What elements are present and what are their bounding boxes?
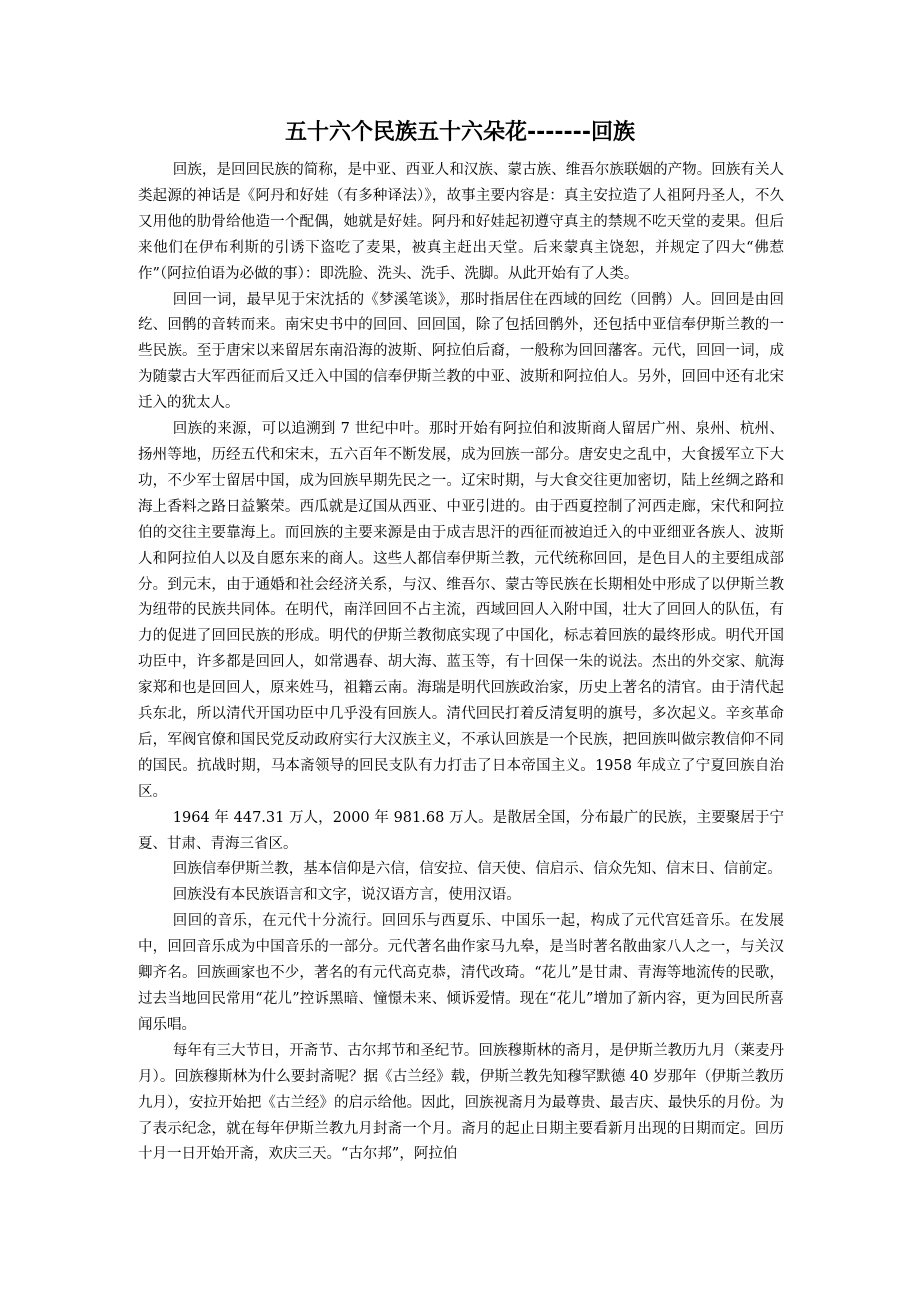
document-body — [138, 158, 784, 1168]
paragraph-history: 回族的来源，可以追溯到 7 世纪中叶。那时开始有阿拉伯和波斯商人留居广州、泉州、杭州、扬州等地，历经五代和宋末，五六百年不断发展，成为回族一部分。唐安史之乱中，大食援军立下大功，不少军士留居中国，成为回族早期先民之一。辽宋时期，与大食交往更加密切，陆上丝绸之路和海上香料之路日益繁荣。西瓜就是辽国从西亚、中亚引进的。由于西夏控制了河西走廊，宋代和阿拉伯的交往主要靠海上。而回族的主要来源是由于成吉思汗的西征而被迫迁入的中亚细亚各族人、波斯人和阿拉伯人以及自愿东来的商人。这些人都信奉伊斯兰教，元代统称回回，是色目人的主要组成部分。到元末，由于通婚和社会经济关系，与汉、维吾尔、蒙古等民族在长期相处中形成了以伊斯兰教为纽带的民族共同体。在明代，南洋回回不占主流，西域回回人入附中国，壮大了回回人的队伍，有力的促进了回回民族的形成。明代的伊斯兰教彻底实现了中国化，标志着回族的最终形成。明代开国功臣中，许多都是回回人，如常遇春、胡大海、蓝玉等，有十回保一朱的说法。杰出的外交家、航海家郑和也是回回人，原来姓马，祖籍云南。海瑞是明代回族政治家，历史上著名的清官。由于清代起兵东北，所以清代开国功臣中几乎没有回族人。清代回民打着反清复明的旗号，多次起义。辛亥革命后，军阀官僚和国民党反动政府实行大汉族主义，不承认回族是一个民族，把回族叫做宗教信仰不同的国民。抗战时期，马本斋领导的回民支队有力打击了日本帝国主义。1958 年成立了宁夏回族自治区。 — [138, 421, 784, 800]
document-title: 五十六个民族五十六朵花-------回族 — [285, 120, 635, 145]
paragraph-huihui-term: 回回一词，最早见于宋沈括的《梦溪笔谈》，那时指居住在西域的回纥（回鹘）人。回回是由回纥、回鹘的音转而来。南宋史书中的回回、回回国，除了包括回鹘外，还包括中亚信奉伊斯兰教的一些民族。至于唐宋以来留居东南沿海的波斯、阿拉伯后裔，一般称为回回藩客。元代，回回一词，成为随蒙古大军西征而后又迁入中国的信奉伊斯兰教的中亚、波斯和阿拉伯人。另外，回回中还有北宋迁入的犹太人。 — [138, 291, 784, 412]
paragraph-language: 回族没有本民族语言和文字，说汉语方言，使用汉语。 — [172, 887, 521, 904]
paragraph-festivals: 每年有三大节日，开斋节、古尔邦节和圣纪节。回族穆斯林的斋月，是伊斯兰教历九月（莱麦丹月）。回族穆斯林为什么要封斋呢？据《古兰经》载，伊斯兰教先知穆罕默德 40 岁那年（伊斯兰教历九月），安拉开始把《古兰经》的启示给他。因此，回族视斋月为最尊贵、最吉庆、最快乐的月份。为了表示纪念，就在每年伊斯兰教九月封斋一个月。斋月的起止日期主要看新月出现的日期而定。回历十月一日开始开斋，欢庆三天。“古尔邦”，阿拉伯 — [138, 1042, 784, 1163]
paragraph-music: 回回的音乐，在元代十分流行。回回乐与西夏乐、中国乐一起，构成了元代宫廷音乐。在发展中，回回音乐成为中国音乐的一部分。元代著名曲作家马九皋，是当时著名散曲家八人之一，与关汉卿齐名。回族画家也不少，著名的有元代高克恭，清代改琦。“花儿”是甘肃、青海等地流传的民歌，过去当地回民常用“花儿”控诉黑暗、憧憬未来、倾诉爱情。现在“花儿”增加了新内容，更为回民所喜闻乐唱。 — [138, 913, 784, 1033]
paragraph-population: 1964 年 447.31 万人，2000 年 981.68 万人。是散居全国，分布最广的民族，主要聚居于宁夏、甘肃、青海三省区。 — [138, 809, 784, 852]
paragraph-religion: 回族信奉伊斯兰教，基本信仰是六信，信安拉、信天使、信启示、信众先知、信末日、信前定。 — [172, 861, 782, 878]
paragraph-origin-myth: 回族，是回回民族的简称，是中亚、西亚人和汉族、蒙古族、维吾尔族联姻的产物。回族有关人类起源的神话是《阿丹和好娃（有多种译法）》，故事主要内容是：真主安拉造了人祖阿丹圣人，不久又用他的肋骨给他造一个配偶，她就是好娃。阿丹和好娃起初遵守真主的禁规不吃天堂的麦果。但后来他们在伊布利斯的引诱下盗吃了麦果，被真主赶出天堂。后来蒙真主饶恕，并规定了四大“佛惹作”（阿拉伯语为必做的事）：即洗脸、洗头、洗手、洗脚。从此开始有了人类。 — [138, 162, 784, 282]
